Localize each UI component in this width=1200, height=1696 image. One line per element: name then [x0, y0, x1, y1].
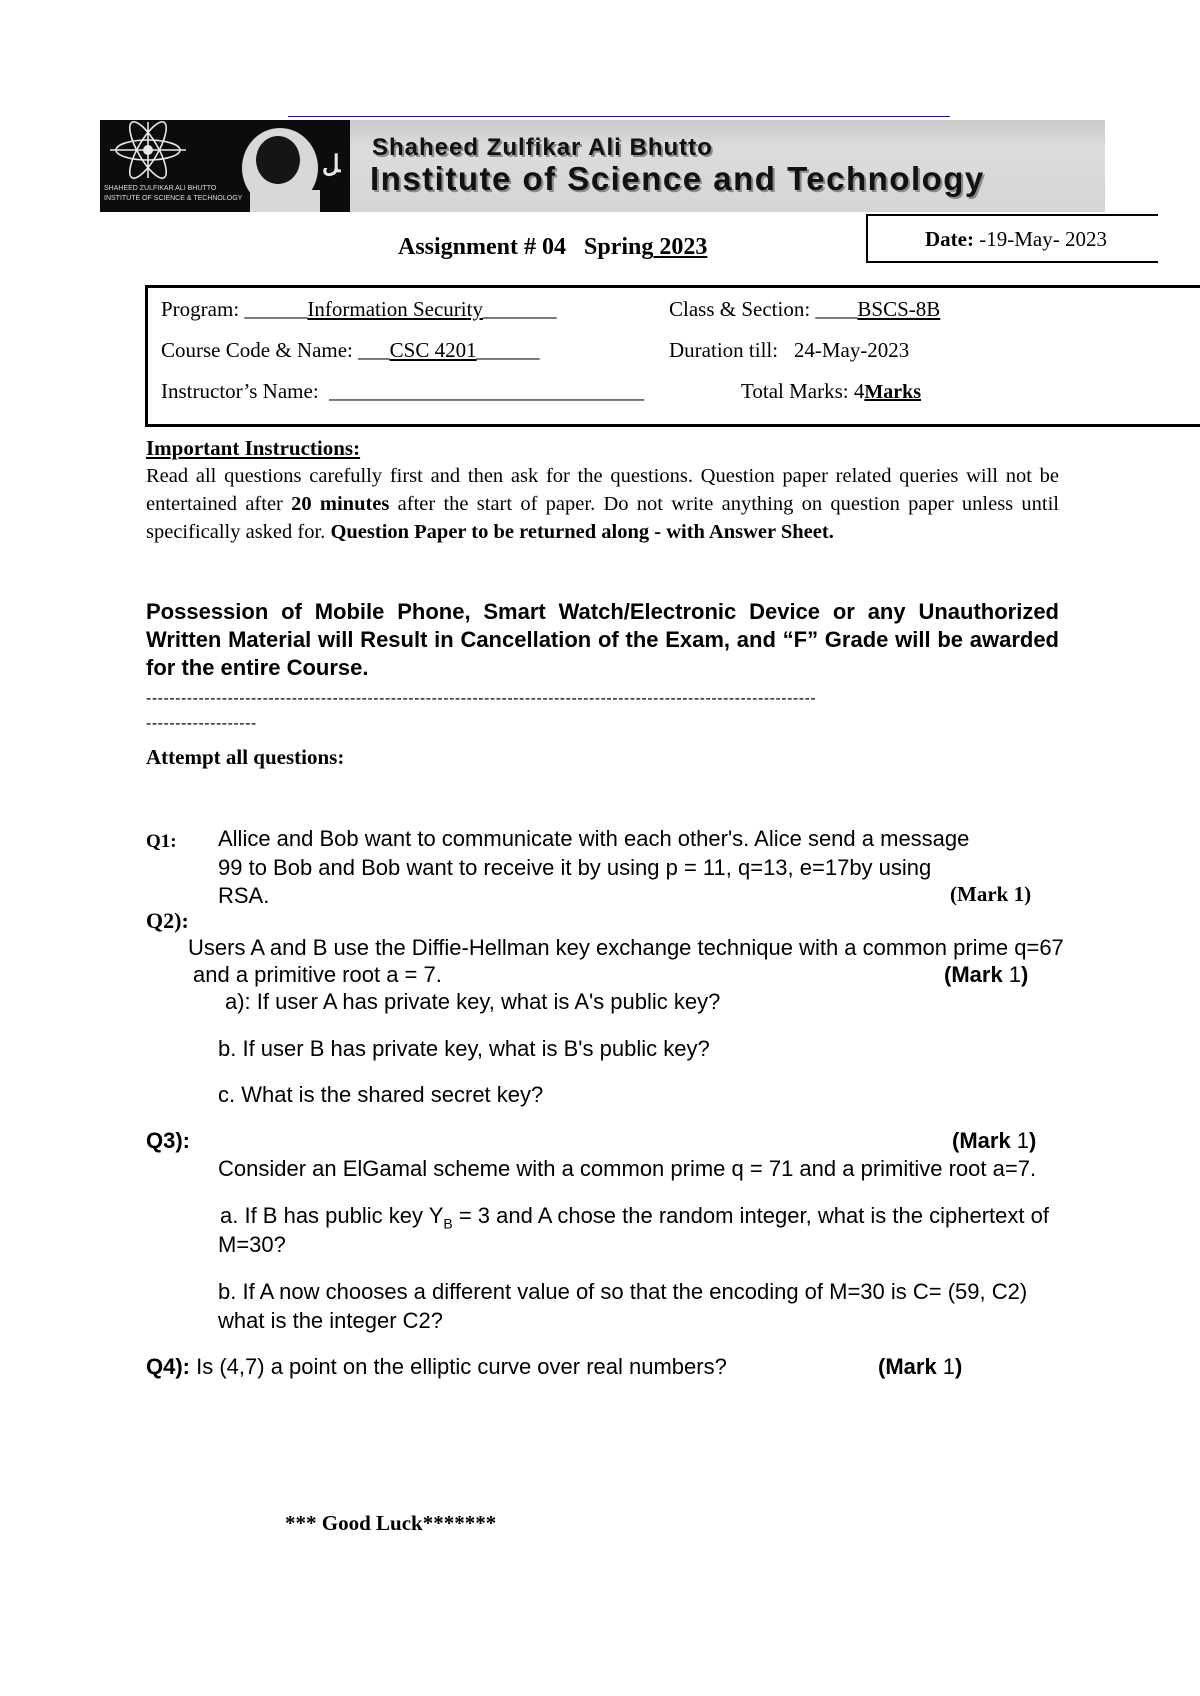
- instructions-heading: Important Instructions:: [146, 436, 361, 460]
- q1-line-3: RSA.: [218, 883, 270, 908]
- q2-label: Q2):: [146, 908, 189, 933]
- q1-label: Q1:: [146, 831, 177, 852]
- separator-line-1: -------------------------------------------------------------------------------------------------------------------: [146, 690, 817, 707]
- q1-line-1: Allice and Bob want to communicate with each other's. Alice send a message: [218, 826, 970, 851]
- attempt-all-heading: Attempt all questions:: [146, 745, 345, 769]
- instructions-return-note: Question Paper to be returned along - with Answer Sheet.: [330, 521, 834, 543]
- assignment-term: Spring: [584, 234, 654, 260]
- instructions-body: [146, 462, 1059, 546]
- warning-notice: Possession of Mobile Phone, Smart Watch/Electronic Device or any Unauthorized Written Material will Result in Cancellation of the Exam, and “F” Grade will be awarded for the entire Course.: [146, 599, 1059, 680]
- svg-text:ﻞ: ﻞ: [322, 151, 341, 178]
- q2-line-1: Users A and B use the Diffie-Hellman key exchange technique with a common prime q=67: [188, 935, 1064, 960]
- q3-part-b-line-2: what is the integer C2?: [218, 1308, 444, 1333]
- assignment-year: 2023: [659, 234, 708, 260]
- instructor-blank: ______________________________: [329, 379, 645, 403]
- course-value: CSC 4201: [389, 338, 477, 362]
- instructions-time-limit: 20 minutes: [291, 493, 390, 515]
- institute-logo: [100, 120, 350, 212]
- class-section-label: Class & Section: ____: [669, 297, 858, 321]
- institute-name-line1: Shaheed Zulfikar Ali Bhutto: [372, 134, 713, 161]
- date-value: -19-May- 2023: [979, 227, 1107, 251]
- q3-part-b-line-1: b. If A now chooses a different value of so that the encoding of M=30 is C= (59, C2): [218, 1279, 1028, 1304]
- instructor-label: Instructor’s Name:: [161, 379, 319, 403]
- q4-question: [146, 1354, 727, 1380]
- instructions-text-2: after the start of paper. Do not write anything on question paper unless until specifically asked for.: [146, 493, 1060, 543]
- q3-part-a-line-1: a. If B has public key $Y_B = 3$ and A chose the random integer, what is the ciphertext of: [220, 1203, 1049, 1232]
- program-label: Program: ______: [161, 297, 308, 321]
- class-section-value: BSCS-8B: [857, 297, 941, 321]
- instructions-text-1: Read all questions carefully first and then ask for the questions. Question paper related queries will not be entertained after: [146, 465, 1059, 515]
- atom-logo-icon: [100, 120, 350, 212]
- q3-label: Q3):: [146, 1128, 190, 1153]
- course-label: Course Code & Name: ___: [161, 338, 390, 362]
- q2-part-c: c. What is the shared secret key?: [218, 1082, 544, 1107]
- assignment-number: Assignment # 04: [398, 234, 567, 260]
- course-field: [161, 338, 540, 363]
- separator-line-2: -------------------: [146, 715, 257, 732]
- duration-field: [669, 338, 909, 363]
- assignment-title: [398, 234, 707, 261]
- q2-line-2: and a primitive root a = 7.: [193, 962, 442, 987]
- svg-text:INSTITUTE OF SCIENCE & TECHNOL: INSTITUTE OF SCIENCE & TECHNOLOGY: [104, 195, 243, 202]
- q3-part-a-line-2: M=30?: [218, 1232, 286, 1257]
- q4-label: Q4):: [146, 1354, 190, 1379]
- total-marks-label: Total Marks: 4: [741, 379, 865, 403]
- q2-part-a: a): If user A has private key, what is A's public key?: [225, 989, 721, 1014]
- date-label: Date:: [925, 227, 974, 251]
- total-marks-field: [741, 379, 921, 404]
- institute-name-line2: Institute of Science and Technology: [370, 160, 985, 197]
- program-underline: _______: [482, 297, 557, 321]
- duration-label: Duration till:: [669, 338, 779, 362]
- q3-mark: (Mark 1): [952, 1128, 1037, 1153]
- program-field: [161, 297, 556, 322]
- q4-mark: (Mark 1): [878, 1354, 963, 1379]
- instructor-field: [161, 379, 644, 404]
- program-value: Information Security: [307, 297, 483, 321]
- q3-intro: Consider an ElGamal scheme with a common prime q = 71 and a primitive root a=7.: [218, 1156, 1037, 1181]
- header-rule: [288, 116, 950, 117]
- q4-text: Is (4,7) a point on the elliptic curve over real numbers?: [196, 1354, 727, 1379]
- svg-text:SHAHEED ZULFIKAR ALI BHUTTO: SHAHEED ZULFIKAR ALI BHUTTO: [104, 185, 217, 192]
- q2-mark: (Mark 1): [944, 962, 1029, 987]
- class-section-field: [669, 297, 940, 322]
- good-luck-footer: *** Good Luck*******: [285, 1511, 497, 1535]
- q1-line-2: 99 to Bob and Bob want to receive it by using p = 11, q=13, e=17by using: [218, 855, 932, 880]
- course-underline: ______: [476, 338, 540, 362]
- q2-part-b: b. If user B has private key, what is B's public key?: [218, 1036, 710, 1061]
- total-marks-value: Marks: [864, 381, 922, 403]
- q1-mark: (Mark 1): [950, 882, 1032, 906]
- date-field: [925, 227, 1107, 252]
- duration-value: 24-May-2023: [793, 338, 910, 362]
